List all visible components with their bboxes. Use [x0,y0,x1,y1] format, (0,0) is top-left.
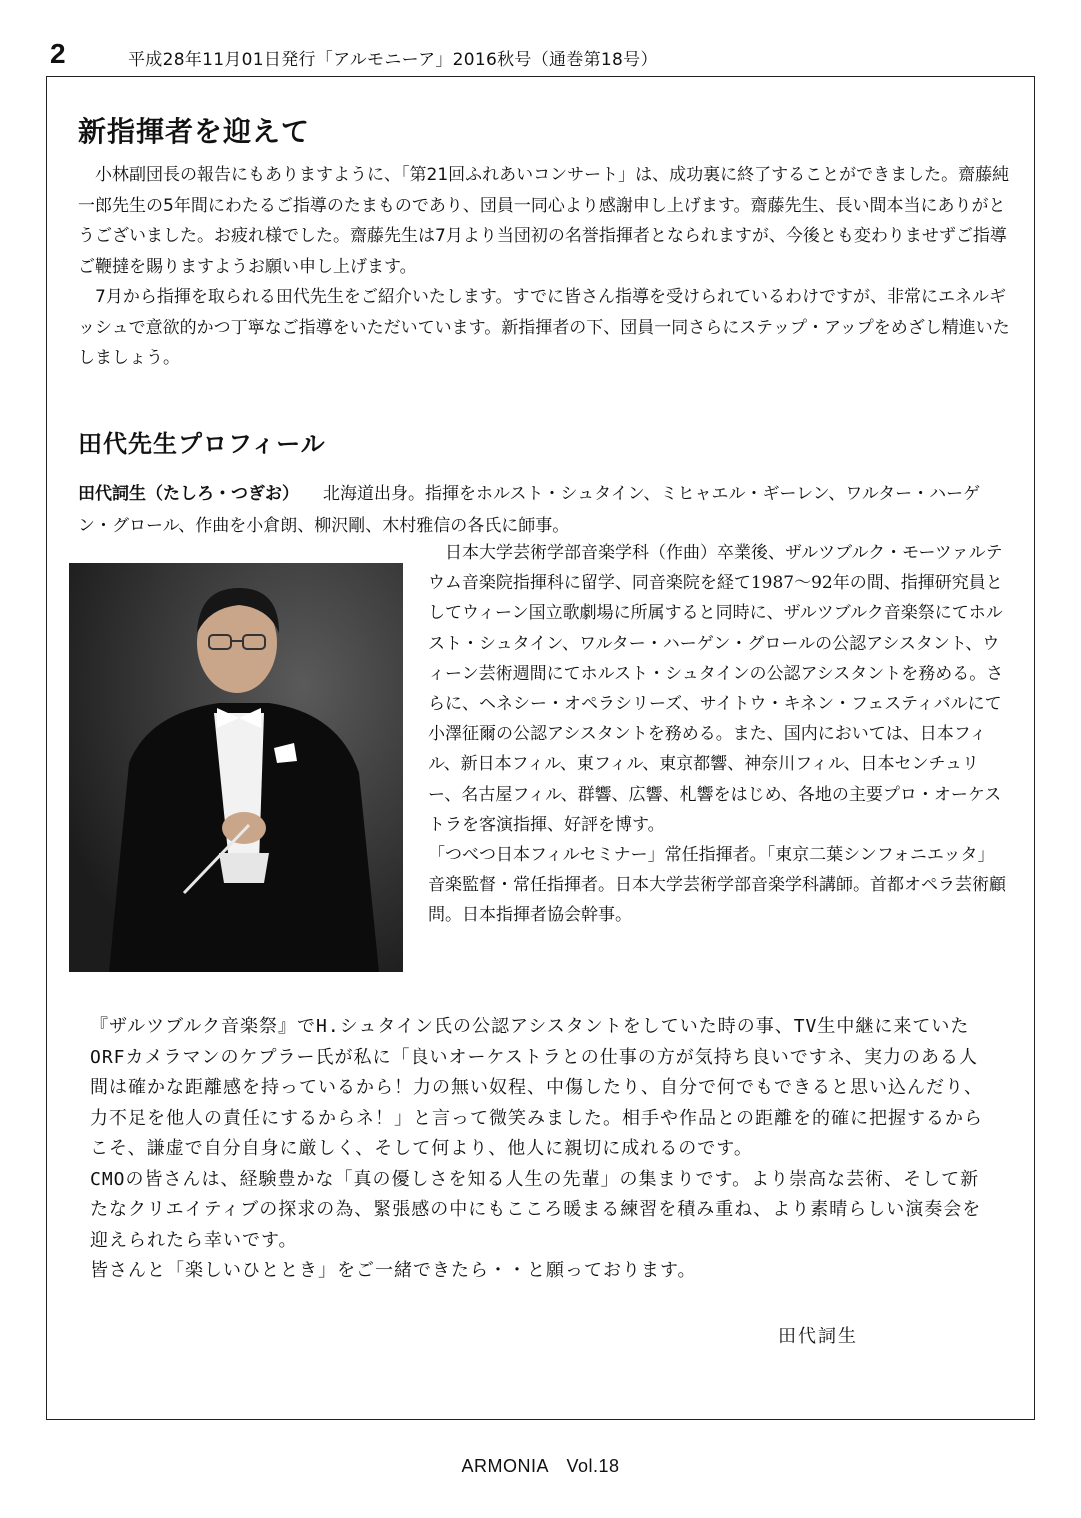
message-paragraph: 皆さんと「楽しいひととき」をご一緒できたら・・と願っております。 [90,1260,697,1281]
article-title: 新指揮者を迎えて [78,115,311,148]
intro-paragraph: 小林副団長の報告にもありますように、「第21回ふれあいコンサート」は、成功裏に終了することができました。齋藤純一郎先生の5年間にわたるご指導のたまものであり、団員一同心より感謝申し上げます。齋藤先生、長い間本当にありがとうございました。お疲れ様でした。齋藤先生は7月より当団初の名誉指揮者となられますが、今後とも変わりませずご指導ご鞭撻を賜りますようお願い申し上げます。 [78,165,1010,277]
career-text [428,538,1010,931]
page-number: 2 [50,38,66,69]
footer: ARMONIA Vol.18 [461,1456,620,1476]
profile-lead-text: 北海道出身。指揮をホルスト・シュタイン、ミヒャエル・ギーレン、ワルター・ハーゲン・グロール、作曲を小倉朗、柳沢剛、木村雅信の各氏に師事。 [78,484,981,536]
career-paragraph: 日本大学芸術学部音楽学科（作曲）卒業後、ザルツブルク・モーツァルテウム音楽院指揮科に留学、同音楽院を経て1987〜92年の間、指揮研究員としてウィーン国立歌劇場に所属すると同時に、ザルツブルク音楽祭にてホルスト・シュタイン、ワルター・ハーゲン・グロールの公認アシスタント、ウィーン芸術週間にてホルスト・シュタインの公認アシスタントを務める。さらに、ヘネシー・オペラシリーズ、サイトウ・キネン・フェスティバルにて小澤征爾の公認アシスタントを務める。また、国内においては、日本フィル、新日本フィル、東フィル、東京都響、神奈川フィル、日本センチュリー、名古屋フィル、群響、広響、札響をはじめ、各地の主要プロ・オーケストラを客演指揮、好評を博す。 [428,543,1004,835]
conductor-name: 田代詞生（たしろ・つぎお） [78,484,299,504]
profile-lead [78,478,1008,542]
conductor-photo [69,563,403,972]
intro-paragraph: 7月から指揮を取られる田代先生をご紹介いたします。すでに皆さん指導を受けられているわけですが、非常にエネルギッシュで意欲的かつ丁寧なご指導をいただいています。新指揮者の下、団員一同さらにステップ・アップをめざし精進いたしましょう。 [78,287,1010,368]
message-signature: 田代詞生 [778,1326,858,1347]
conductor-message [90,1012,990,1287]
intro-text [78,160,1012,374]
message-paragraph: CMOの皆さんは、経験豊かな「真の優しさを知る人生の先輩」の集まりです。より崇高な芸術、そして新たなクリエイティブの探求の為、緊張感の中にもこころ暖まる練習を積み重ね、より素晴らしい演奏会を迎えられたら幸いです。 [90,1168,982,1251]
positions-paragraph: 「つべつ日本フィルセミナー」常任指揮者。「東京二葉シンフォニエッタ」音楽監督・常任指揮者。日本大学芸術学部音楽学科講師。首都オペラ芸術顧問。日本指揮者協会幹事。 [428,845,1006,926]
issue-line: 平成28年11月01日発行「アルモニーア」2016秋号（通巻第18号） [128,50,658,70]
message-paragraph: 『ザルツブルク音楽祭』でH.シュタイン氏の公認アシスタントをしていた時の事、TV生中継に来ていたORFカメラマンのケプラー氏が私に「良いオーケストラとの仕事の方が気持ち良いですネ、実力のある人間は確かな距離感を持っているから！力の無い奴程、中傷したり、自分で何でもできると思い込んだり、力不足を他人の責任にするからネ！」と言って微笑みました。相手や作品との距離を的確に把握するからこそ、謙虚で自分自身に厳しく、そして何より、他人に親切に成れるのです。 [90,1016,983,1159]
profile-heading: 田代先生プロフィール [78,430,326,458]
conductor-portrait-icon [69,563,403,972]
